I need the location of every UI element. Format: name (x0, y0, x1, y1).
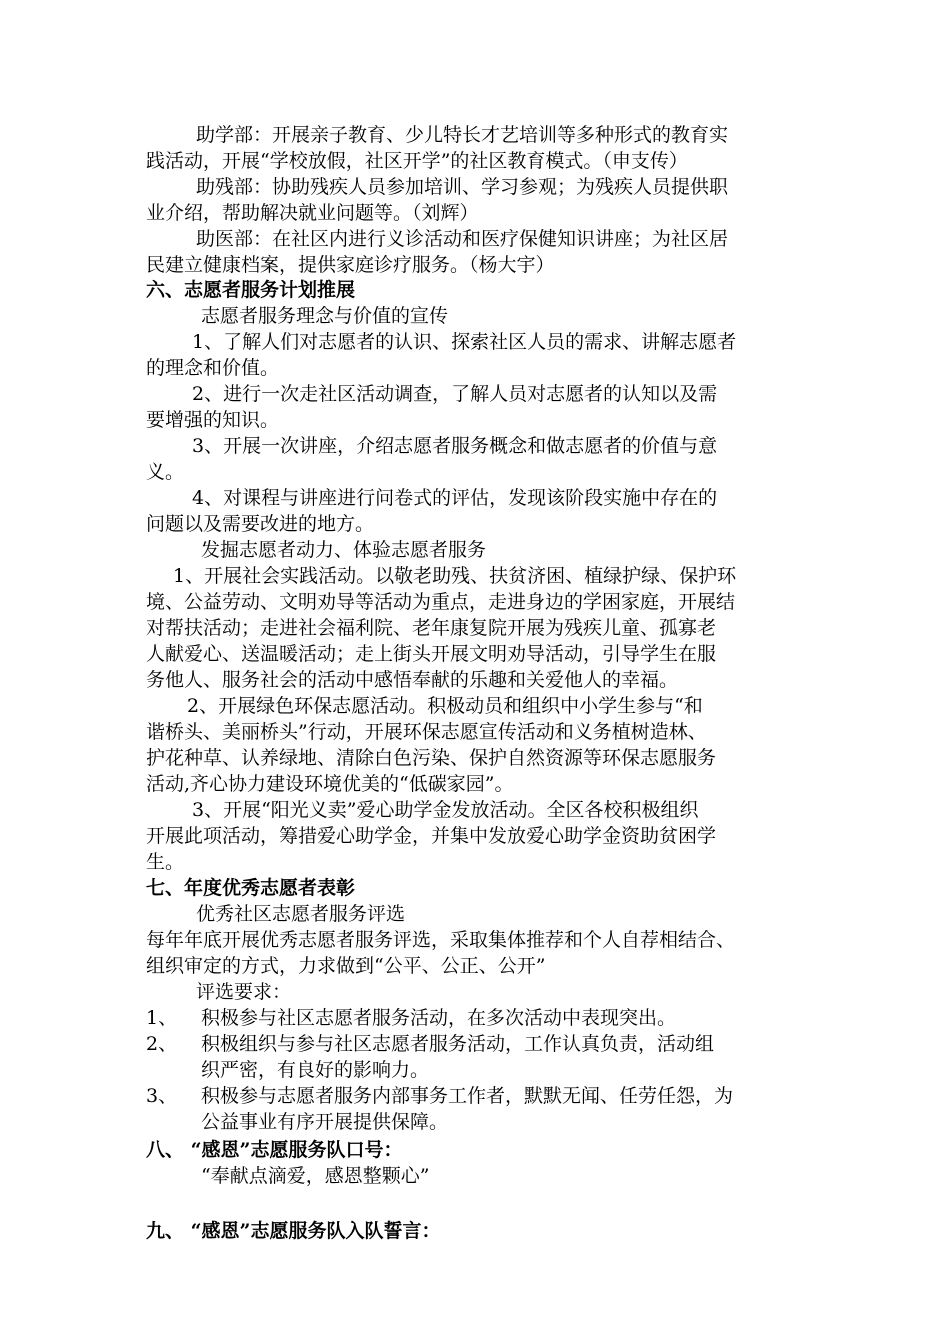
item-6-2-line2: 要增强的知识。 (146, 409, 280, 431)
paragraph-zhucan-line2: 业介绍，帮助解决就业问题等。（刘辉） (146, 202, 479, 224)
requirements-label: 评选要求： (196, 981, 292, 1003)
req-3-line1: 积极参与志愿者服务内部事务工作者，默默无闻、任劳任怨，为 (201, 1085, 734, 1107)
paragraph-zhuyi-line1: 助医部：在社区内进行义诊活动和医疗保健知识讲座；为社区居 (196, 228, 729, 250)
paragraph-xuexue-line2: 践活动，开展“学校放假，社区开学”的社区教育模式。（申支传） (146, 150, 688, 172)
req-2-line2: 织严密，有良好的影响力。 (201, 1059, 430, 1081)
section-heading-8: 八、 “感恩”志愿服务队口号： (146, 1139, 403, 1161)
paragraph-7-line1: 每年年底开展优秀志愿者服务评选，采取集体推荐和个人自荐相结合、 (146, 929, 736, 951)
item-6b-3-line3: 生。 (146, 851, 185, 873)
section-heading-7: 七、年度优秀志愿者表彰 (146, 877, 356, 899)
req-2-line1: 积极组织与参与社区志愿者服务活动，工作认真负责，活动组 (201, 1033, 715, 1055)
item-6b-2-line2: 谐桥头、美丽桥头”行动，开展环保志愿宣传活动和义务植树造林、 (146, 721, 707, 743)
item-6b-2-line1: 2、开展绿色环保志愿活动。积极动员和组织中小学生参与“和 (187, 695, 703, 717)
item-6b-1-line4: 人献爱心、送温暖活动；走上街头开展文明劝导活动，引导学生在服 (146, 643, 717, 665)
item-6b-2-line3: 护花种草、认养绿地、清除白色污染、保护自然资源等环保志愿服务 (146, 747, 717, 769)
item-6b-3-line2: 开展此项活动，筹措爱心助学金，并集中发放爱心助学金资助贫困学 (146, 825, 717, 847)
item-6-4-line1: 4、对课程与讲座进行问卷式的评估，发现该阶段实施中存在的 (192, 487, 718, 509)
item-6-2-line1: 2、进行一次走社区活动调查，了解人员对志愿者的认知以及需 (192, 383, 718, 405)
paragraph-xuexue-line1: 助学部：开展亲子教育、少儿特长才艺培训等多种形式的教育实 (196, 124, 729, 146)
item-6b-3-line1: 3、开展“阳光义卖”爱心助学金发放活动。全区各校积极组织 (192, 799, 699, 821)
subheading-6b: 发掘志愿者动力、体验志愿者服务 (201, 539, 487, 561)
paragraph-zhucan-line1: 助残部：协助残疾人员参加培训、学习参观；为残疾人员提供职 (196, 176, 729, 198)
item-6b-1-line3: 对帮扶活动；走进社会福利院、老年康复院开展为残疾儿童、孤寡老 (146, 617, 717, 639)
req-2-number: 2、 (146, 1033, 178, 1055)
item-6-4-line2: 问题以及需要改进的地方。 (146, 513, 375, 535)
section-heading-6: 六、志愿者服务计划推展 (146, 279, 356, 301)
paragraph-7-line2: 组织审定的方式，力求做到“公平、公正、公开” (146, 955, 546, 977)
req-3-number: 3、 (146, 1085, 178, 1107)
item-6-3-line1: 3、开展一次讲座，介绍志愿者服务概念和做志愿者的价值与意 (192, 435, 718, 457)
item-6b-1-line5: 务他人、服务社会的活动中感悟奉献的乐趣和关爱他人的幸福。 (146, 669, 679, 691)
item-6-3-line2: 义。 (146, 461, 185, 483)
req-1-line1: 积极参与社区志愿者服务活动，在多次活动中表现突出。 (201, 1007, 677, 1029)
item-6b-1-line2: 境、公益劳动、文明劝导等活动为重点，走进身边的学困家庭，开展结 (146, 591, 736, 613)
paragraph-zhuyi-line2: 民建立健康档案，提供家庭诊疗服务。（杨大宇） (146, 254, 555, 276)
slogan: “奉献点滴爱，感恩整颗心” (201, 1165, 430, 1187)
item-6b-2-line4: 活动,齐心协力建设环境优美的“低碳家园”。 (146, 773, 514, 795)
req-3-line2: 公益事业有序开展提供保障。 (201, 1111, 449, 1133)
section-heading-9: 九、 “感恩”志愿服务队入队誓言： (146, 1220, 441, 1242)
item-6-1-line2: 的理念和价值。 (146, 357, 280, 379)
req-1-number: 1、 (146, 1007, 178, 1029)
subheading-7: 优秀社区志愿者服务评选 (196, 903, 406, 925)
item-6-1-line1: 1、了解人们对志愿者的认识、探索社区人员的需求、讲解志愿者 (192, 331, 737, 353)
subheading-6a: 志愿者服务理念与价值的宣传 (201, 305, 449, 327)
item-6b-1-line1: 1、开展社会实践活动。以敬老助残、扶贫济困、植绿护绿、保护环 (173, 565, 737, 587)
